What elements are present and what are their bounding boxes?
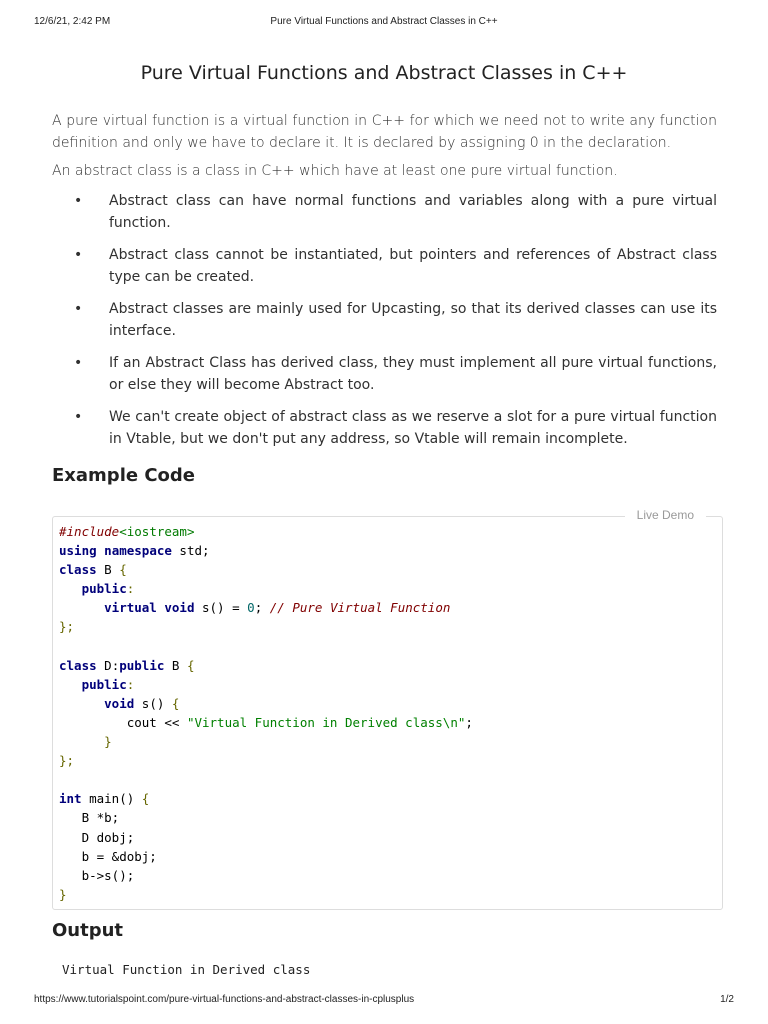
output-heading: Output xyxy=(52,920,124,941)
print-footer-url: https://www.tutorialspoint.com/pure-virtual-functions-and-abstract-classes-in-cplusplus xyxy=(34,994,415,1005)
page-title: Pure Virtual Functions and Abstract Classes in C++ xyxy=(140,62,628,84)
code-token: "Virtual Function in Derived class\n" xyxy=(186,714,466,730)
bullet-icon: • xyxy=(74,409,83,425)
list-item xyxy=(52,298,717,342)
code-line xyxy=(59,694,473,713)
code-token: main() xyxy=(81,791,142,807)
code-token: 0 xyxy=(247,600,255,616)
print-header-title: Pure Virtual Functions and Abstract Classes in C++ xyxy=(270,16,498,27)
code-listing xyxy=(59,522,473,904)
code-token xyxy=(59,600,104,615)
code-token xyxy=(59,734,104,749)
code-token: <iostream> xyxy=(119,524,195,539)
code-token: void xyxy=(104,695,135,711)
code-token: : xyxy=(126,581,135,597)
code-token: }; xyxy=(59,753,75,769)
list-item xyxy=(52,352,717,396)
code-line xyxy=(59,579,473,598)
code-token: B xyxy=(164,657,187,673)
bullet-icon: • xyxy=(74,247,83,263)
bullet-list xyxy=(52,190,717,460)
code-token: b->s(); xyxy=(59,867,135,883)
code-line xyxy=(59,675,473,694)
code-token: s() xyxy=(134,695,172,711)
code-line xyxy=(59,656,473,675)
code-line xyxy=(59,808,473,827)
output-text: Virtual Function in Derived class xyxy=(62,962,311,977)
code-token: { xyxy=(186,657,195,673)
code-token: { xyxy=(171,695,180,711)
code-line xyxy=(59,617,473,636)
code-token: virtual xyxy=(104,600,157,616)
bullet-icon: • xyxy=(74,193,83,209)
intro-paragraph: A pure virtual function is a virtual function in C++ for which we need not to write any function definition and only we have to declare it. It is declared by assigning 0 in the declaration. xyxy=(52,113,717,151)
code-token: std; xyxy=(171,543,210,559)
code-line xyxy=(59,828,473,847)
code-line xyxy=(59,770,473,789)
code-line xyxy=(59,732,473,751)
code-token xyxy=(59,581,82,596)
code-token: D: xyxy=(96,657,120,673)
code-token: void xyxy=(164,600,195,616)
abstract-class-paragraph: An abstract class is a class in C++ which have at least one pure virtual function. xyxy=(52,163,618,179)
code-token: // Pure Virtual Function xyxy=(269,600,451,616)
code-token: int xyxy=(59,791,82,807)
code-token: b = &dobj; xyxy=(59,848,157,864)
code-line xyxy=(59,789,473,808)
example-code-heading: Example Code xyxy=(52,465,196,486)
code-token: B xyxy=(96,562,120,578)
code-token: public xyxy=(81,581,127,597)
code-token: { xyxy=(141,791,150,807)
code-token: class xyxy=(59,657,97,673)
code-line xyxy=(59,847,473,866)
code-line xyxy=(59,713,473,732)
bullet-icon: • xyxy=(74,355,83,371)
code-token: }; xyxy=(59,619,75,635)
code-token: B *b; xyxy=(59,810,120,826)
code-token: : xyxy=(126,676,135,692)
code-token: { xyxy=(119,562,127,578)
print-datetime: 12/6/21, 2:42 PM xyxy=(34,16,111,27)
code-token: #include xyxy=(59,524,120,539)
code-token: using xyxy=(59,543,97,559)
code-line xyxy=(59,560,473,579)
code-line xyxy=(59,598,473,617)
code-token: s() = xyxy=(194,600,248,616)
code-token: public xyxy=(81,676,127,692)
list-item xyxy=(52,244,717,288)
code-line xyxy=(59,541,473,560)
list-item xyxy=(52,406,717,450)
code-token xyxy=(59,696,104,711)
code-block xyxy=(52,508,723,910)
code-line xyxy=(59,637,473,656)
code-token: D dobj; xyxy=(59,829,135,845)
code-token xyxy=(59,677,82,692)
code-token: } xyxy=(104,734,112,750)
list-item xyxy=(52,190,717,234)
code-token: } xyxy=(59,886,67,902)
code-line xyxy=(59,885,473,904)
bullet-icon: • xyxy=(74,301,83,317)
code-token: ; xyxy=(465,714,473,730)
print-page-number: 1/2 xyxy=(720,994,734,1005)
code-token: public xyxy=(119,657,165,673)
live-demo-link[interactable]: Live Demo xyxy=(625,508,706,522)
code-line xyxy=(59,866,473,885)
code-token: class xyxy=(59,562,97,578)
code-line xyxy=(59,522,473,541)
list-item-text: Abstract class can have normal functions and variables along with a pure virtual function. xyxy=(109,193,717,231)
code-token: namespace xyxy=(104,543,172,559)
list-item-text: Abstract classes are mainly used for Upcasting, so that its derived classes can use its interface. xyxy=(109,301,717,339)
list-item-text: If an Abstract Class has derived class, they must implement all pure virtual functions, or else they will become Abstract too. xyxy=(109,355,717,393)
code-line xyxy=(59,751,473,770)
code-token: cout << xyxy=(59,714,187,730)
list-item-text: We can't create object of abstract class as we reserve a slot for a pure virtual function in Vtable, but we don't put any address, so Vtable will remain incomplete. xyxy=(109,409,717,447)
list-item-text: Abstract class cannot be instantiated, but pointers and references of Abstract class type can be created. xyxy=(109,247,717,285)
code-token: ; xyxy=(254,600,270,616)
